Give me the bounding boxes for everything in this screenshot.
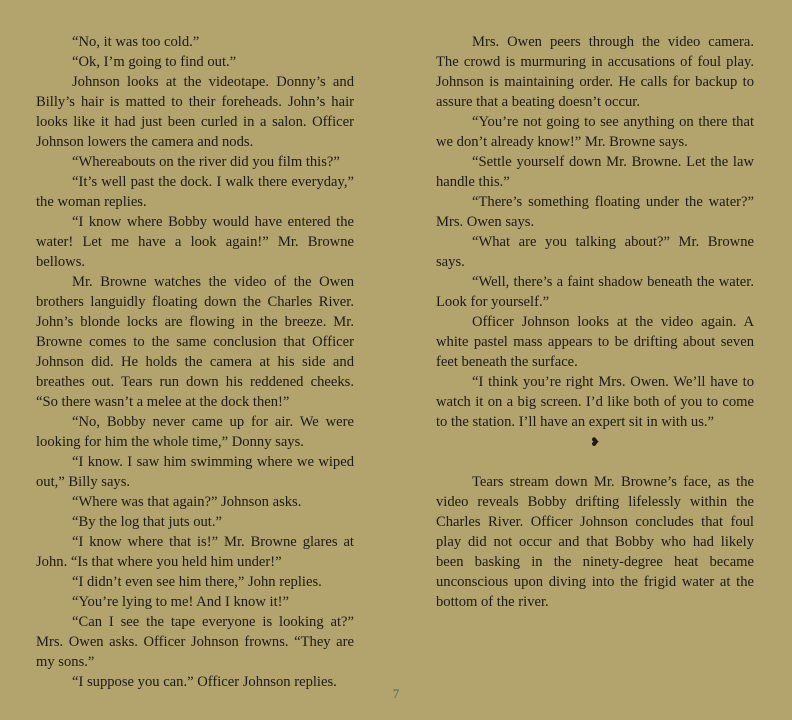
paragraph: “Well, there’s a faint shadow beneath the water. Look for yourself.” — [436, 274, 754, 310]
left-column — [36, 32, 354, 692]
paragraph: “You’re not going to see anything on there that we don’t already know!” Mr. Browne says. — [436, 114, 754, 150]
paragraph: Mrs. Owen peers through the video camera. The crowd is murmuring in accusations of foul play. Johnson is maintaining order. He calls for backup to assure that a beating doesn’t occur. — [436, 34, 754, 110]
paragraph: Mr. Browne watches the video of the Owen brothers languidly floating down the Charles River. John’s blonde locks are flowing in the breeze. Mr. Browne comes to the same conclusion that Officer Johnson did. He holds the camera at his side and breathes out. Tears run down his reddened cheeks. “So there wasn’t a melee at the dock then!” — [36, 274, 354, 410]
scene-break-ornament: ❥ — [589, 435, 601, 449]
paragraph: “Whereabouts on the river did you film this?” — [72, 154, 340, 170]
paragraph: “No, it was too cold.” — [72, 34, 200, 50]
paragraph: “Where was that again?” Johnson asks. — [72, 494, 302, 510]
paragraph: “I know where Bobby would have entered the water! Let me have a look again!” Mr. Browne bellows. — [36, 214, 354, 270]
paragraph: “I didn’t even see him there,” John replies. — [72, 574, 322, 590]
paragraph: “Ok, I’m going to find out.” — [72, 54, 237, 70]
paragraph: “Can I see the tape everyone is looking at?” Mrs. Owen asks. Officer Johnson frowns. “They are my sons.” — [36, 614, 354, 670]
paragraph: Johnson looks at the videotape. Donny’s and Billy’s hair is matted to their foreheads. John’s hair looks like it had just been curled in a salon. Officer Johnson lowers the camera and nods. — [36, 74, 354, 150]
paragraph: “I know. I saw him swimming where we wiped out,” Billy says. — [36, 454, 354, 490]
paragraph: “You’re lying to me! And I know it!” — [72, 594, 289, 610]
paragraph: “I know where that is!” Mr. Browne glares at John. “Is that where you held him under!” — [36, 534, 354, 570]
paragraph: “There’s something floating under the water?” Mrs. Owen says. — [436, 194, 754, 230]
paragraph: Tears stream down Mr. Browne’s face, as the video reveals Bobby drifting lifelessly within the Charles River. Officer Johnson concludes that foul play did not occur and that Bobby who had likely been basking in the ninety-degree heat became unconscious upon diving into the frigid water at the bottom of the river. — [436, 474, 754, 610]
paragraph: “Settle yourself down Mr. Browne. Let the law handle this.” — [436, 154, 754, 190]
paragraph: “I think you’re right Mrs. Owen. We’ll have to watch it on a big screen. I’d like both of you to come to the station. I’ll have an expert sit in with us.” — [436, 374, 754, 430]
paragraph: “By the log that juts out.” — [72, 514, 222, 530]
page-number: 7 — [392, 686, 400, 701]
paragraph: “I suppose you can.” Officer Johnson replies. — [72, 674, 337, 690]
paragraph: “What are you talking about?” Mr. Browne says. — [436, 234, 754, 270]
paragraph: “It’s well past the dock. I walk there everyday,” the woman replies. — [36, 174, 354, 210]
paragraph: “No, Bobby never came up for air. We were looking for him the whole time,” Donny says. — [36, 414, 354, 450]
right-column — [436, 32, 754, 612]
paragraph: Officer Johnson looks at the video again. A white pastel mass appears to be drifting about seven feet beneath the surface. — [436, 314, 754, 370]
